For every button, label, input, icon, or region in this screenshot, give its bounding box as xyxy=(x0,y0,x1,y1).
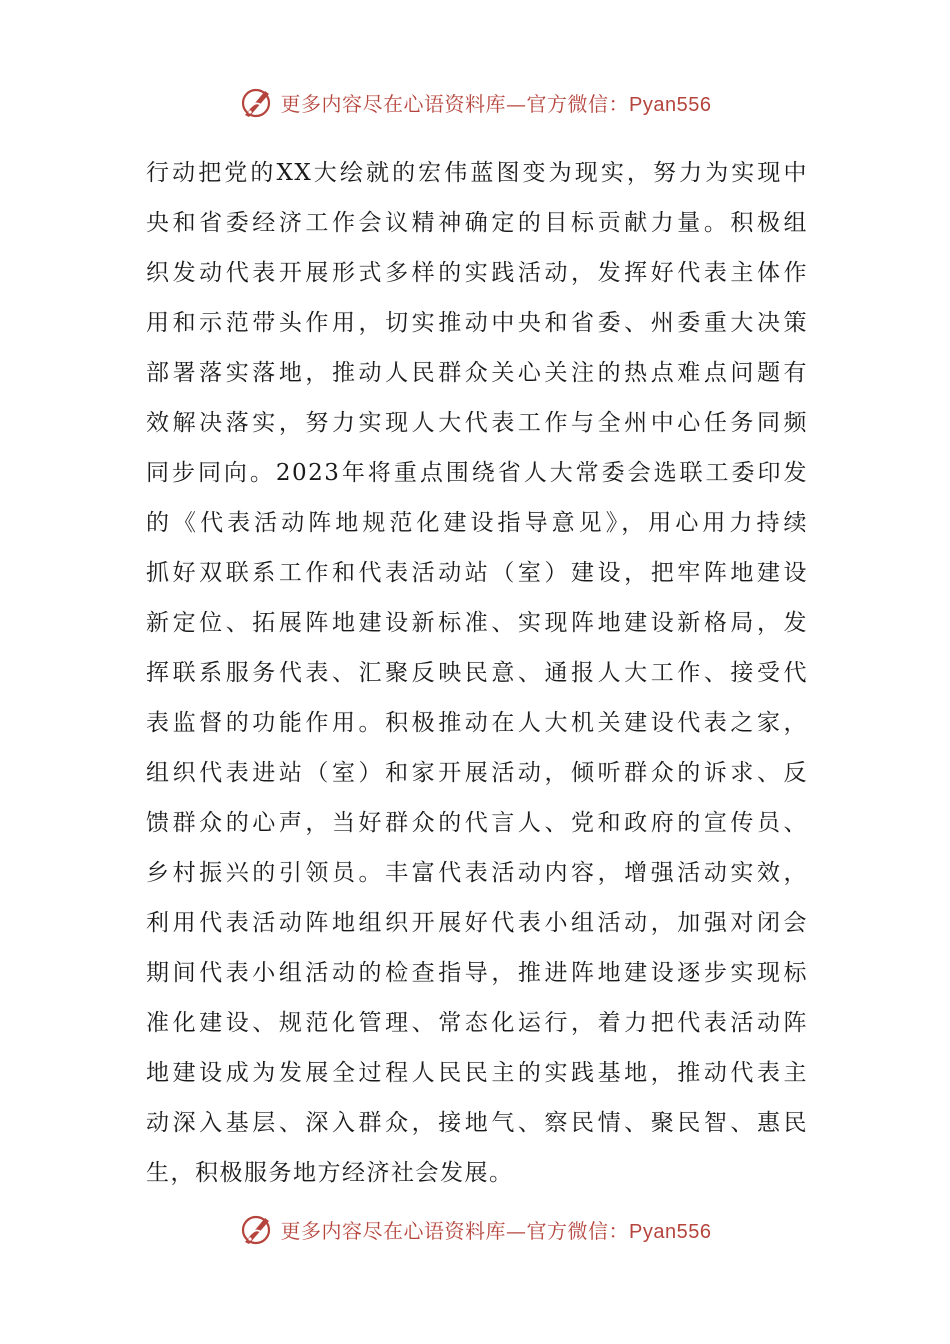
text-line: 用和示范带头作用，切实推动中央和省委、州委重大决策 xyxy=(146,310,808,336)
text-line: 行动把党的XX大绘就的宏伟蓝图变为现实，努力为实现中 xyxy=(146,160,808,186)
text-line: 新定位、拓展阵地建设新标准、实现阵地建设新格局，发 xyxy=(146,610,808,636)
text-line: 动深入基层、深入群众，接地气、察民情、聚民智、惠民 xyxy=(146,1110,808,1136)
text-line: 的《代表活动阵地规范化建设指导意见》，用心用力持续 xyxy=(146,510,808,536)
text-line: 期间代表小组活动的检查指导，推进阵地建设逐步实现标 xyxy=(146,960,808,986)
text-line: 央和省委经济工作会议精神确定的目标贡献力量。积极组 xyxy=(146,210,808,236)
text-line: 乡村振兴的引领员。丰富代表活动内容，增强活动实效， xyxy=(146,860,808,886)
wechat-id: Pyan556 xyxy=(629,1220,712,1243)
text-line: 地建设成为发展全过程人民民主的实践基地，推动代表主 xyxy=(146,1060,808,1086)
text-line: 生，积极服务地方经济社会发展。 xyxy=(146,1160,514,1186)
footer-banner xyxy=(0,1209,950,1249)
text-line: 挥联系服务代表、汇聚反映民意、通报人大工作、接受代 xyxy=(146,660,808,686)
text-line: 效解决落实，努力实现人大代表工作与全州中心任务同频 xyxy=(146,410,808,436)
banner-caption: 更多内容尽在心语资料库—官方微信： xyxy=(280,1218,630,1243)
text-line: 准化建设、规范化管理、常态化运行，着力把代表活动阵 xyxy=(146,1010,808,1036)
banner-text xyxy=(281,1215,712,1244)
banner-caption: 更多内容尽在心语资料库—官方微信： xyxy=(280,91,630,116)
banner-text xyxy=(281,88,712,117)
text-line: 织发动代表开展形式多样的实践活动，发挥好代表主体作 xyxy=(146,260,808,286)
text-line: 部署落实落地，推动人民群众关心关注的热点难点问题有 xyxy=(146,360,808,386)
body-paragraph xyxy=(146,148,808,1198)
text-line: 馈群众的心声，当好群众的代言人、党和政府的宣传员、 xyxy=(146,810,808,836)
pen-logo-icon xyxy=(239,85,273,119)
wechat-id: Pyan556 xyxy=(629,93,712,116)
header-banner xyxy=(0,82,950,122)
text-line: 利用代表活动阵地组织开展好代表小组活动，加强对闭会 xyxy=(146,910,808,936)
text-line: 表监督的功能作用。积极推动在人大机关建设代表之家， xyxy=(146,710,808,736)
text-line: 同步同向。2023年将重点围绕省人大常委会选联工委印发 xyxy=(146,460,808,486)
text-line: 组织代表进站（室）和家开展活动，倾听群众的诉求、反 xyxy=(146,760,808,786)
text-line: 抓好双联系工作和代表活动站（室）建设，把牢阵地建设 xyxy=(146,560,808,586)
pen-logo-icon xyxy=(239,1212,273,1246)
